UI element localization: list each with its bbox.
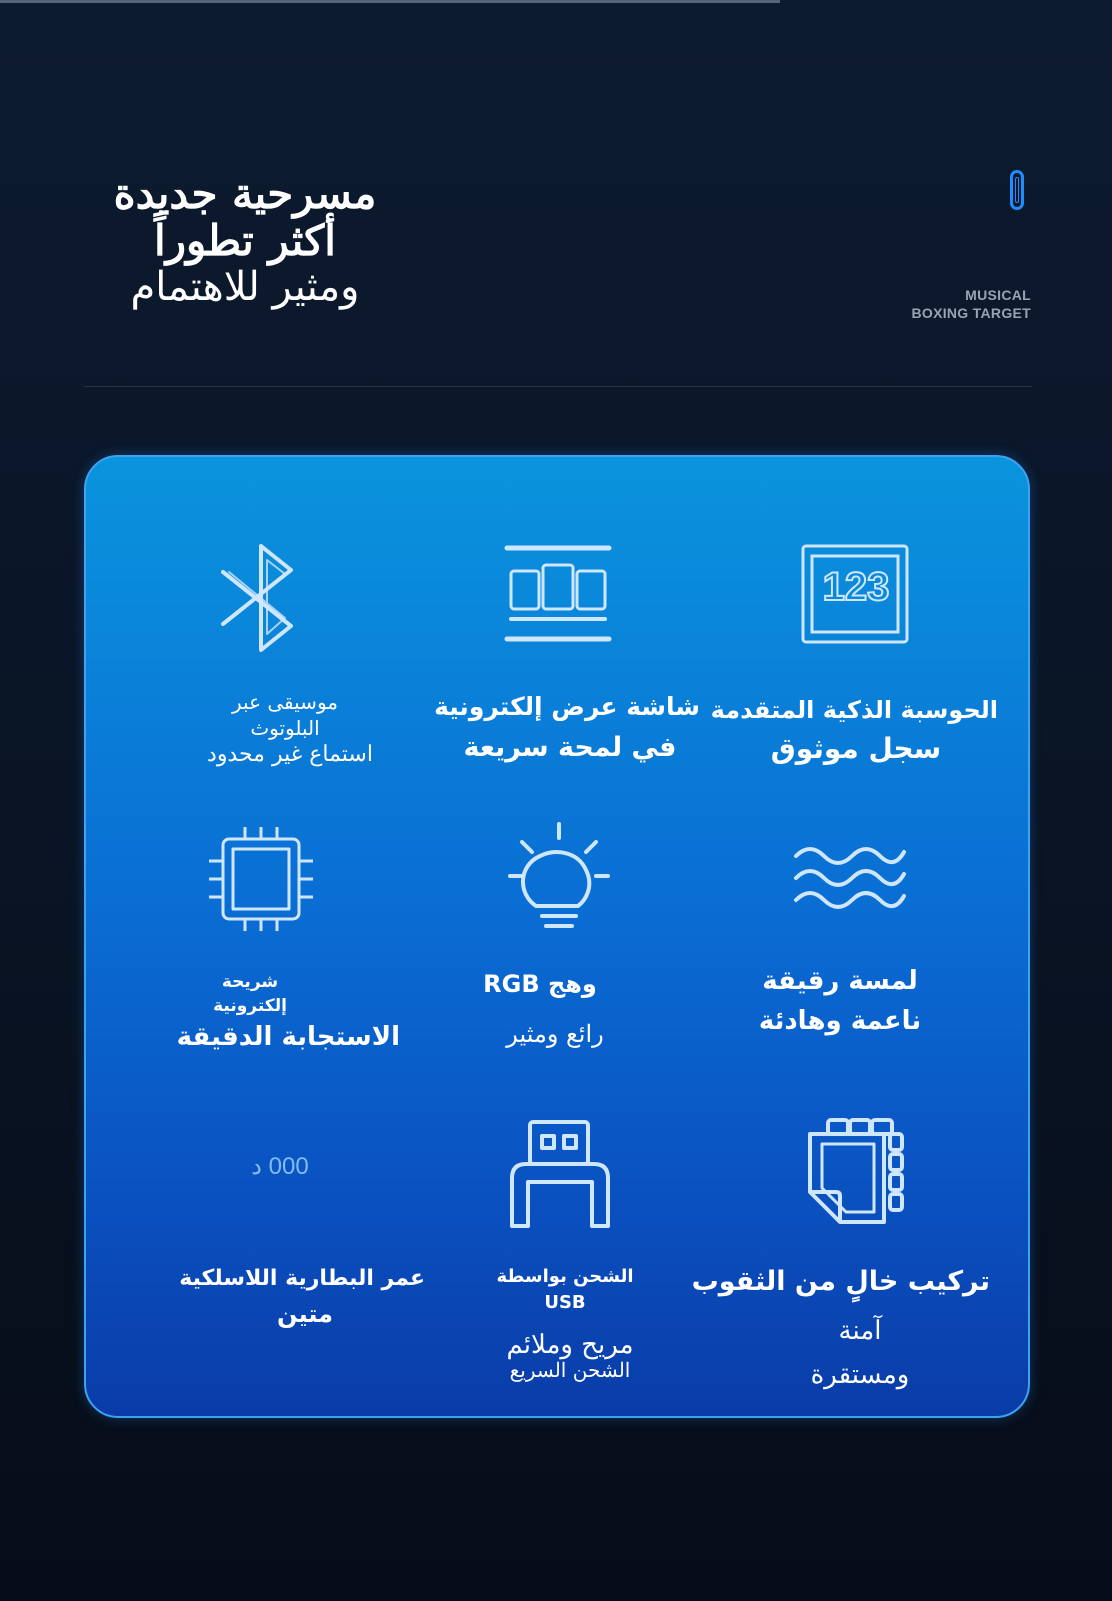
waves-icon [792, 840, 906, 920]
usb-icon [508, 1118, 612, 1230]
battery-value: 000 د [251, 1153, 309, 1180]
feature-display-subtitle: في لمحة سريعة [463, 732, 677, 763]
feature-counting-subtitle: سجل موثوق [770, 732, 942, 765]
sticker-icon [806, 1116, 906, 1228]
feature-mount-title: تركيب خالٍ من الثقوب [691, 1266, 990, 1297]
feature-bluetooth-subtitle: استماع غير محدود [207, 742, 373, 767]
counter-icon [800, 543, 910, 647]
feature-rgb-title: وهج RGB [483, 970, 597, 998]
feature-battery-title: عمر البطارية اللاسلكية [179, 1266, 425, 1291]
brand-label [911, 286, 1031, 322]
feature-usb-title-2: USB [544, 1292, 586, 1313]
feature-touch-title: لمسة رقيقة [762, 966, 918, 996]
feature-bluetooth-title-2: البلوتوث [250, 716, 320, 740]
feature-mount-subtitle-2: ومستقرة [810, 1360, 910, 1390]
brand-line-1: MUSICAL [965, 287, 1031, 303]
divider [84, 386, 1032, 387]
feature-chip-subtitle: الاستجابة الدقيقة [176, 1022, 400, 1052]
feature-battery-subtitle: متين [276, 1300, 334, 1328]
feature-usb-title-1: الشحن بواسطة [496, 1266, 634, 1287]
display-icon [505, 543, 611, 647]
feature-bluetooth-title-1: موسيقى عبر [232, 690, 338, 714]
counter-icon-number: 123 [822, 565, 890, 609]
hero-title-line-2: أكثر تطوراً [154, 216, 336, 265]
feature-chip-title-2: إلكترونية [213, 996, 287, 1016]
chip-icon [203, 823, 319, 935]
feature-counting-title: الحوسبة الذكية المتقدمة [710, 696, 998, 724]
feature-mount-subtitle-1: آمنة [838, 1316, 882, 1346]
feature-usb-subtitle-2: الشحن السريع [509, 1358, 631, 1382]
bulb-icon [498, 820, 620, 942]
feature-display-title: شاشة عرض إلكترونية [434, 692, 700, 721]
feature-touch-subtitle: ناعمة وهادئة [758, 1006, 922, 1036]
brand-line-2: BOXING TARGET [911, 305, 1031, 321]
hero-title [95, 170, 395, 311]
top-progress-bar [0, 0, 780, 3]
feature-rgb-subtitle: رائع ومثير [506, 1020, 604, 1048]
feature-chip-title-1: شريحة [221, 972, 279, 992]
hero-title-line-3: ومثير للاهتمام [130, 264, 360, 310]
feature-usb-subtitle-1: مريح وملائم [506, 1330, 634, 1360]
hero-title-line-1: مسرحية جديدة [113, 169, 377, 218]
bluetooth-icon [215, 538, 305, 658]
pill-icon [1010, 170, 1024, 210]
